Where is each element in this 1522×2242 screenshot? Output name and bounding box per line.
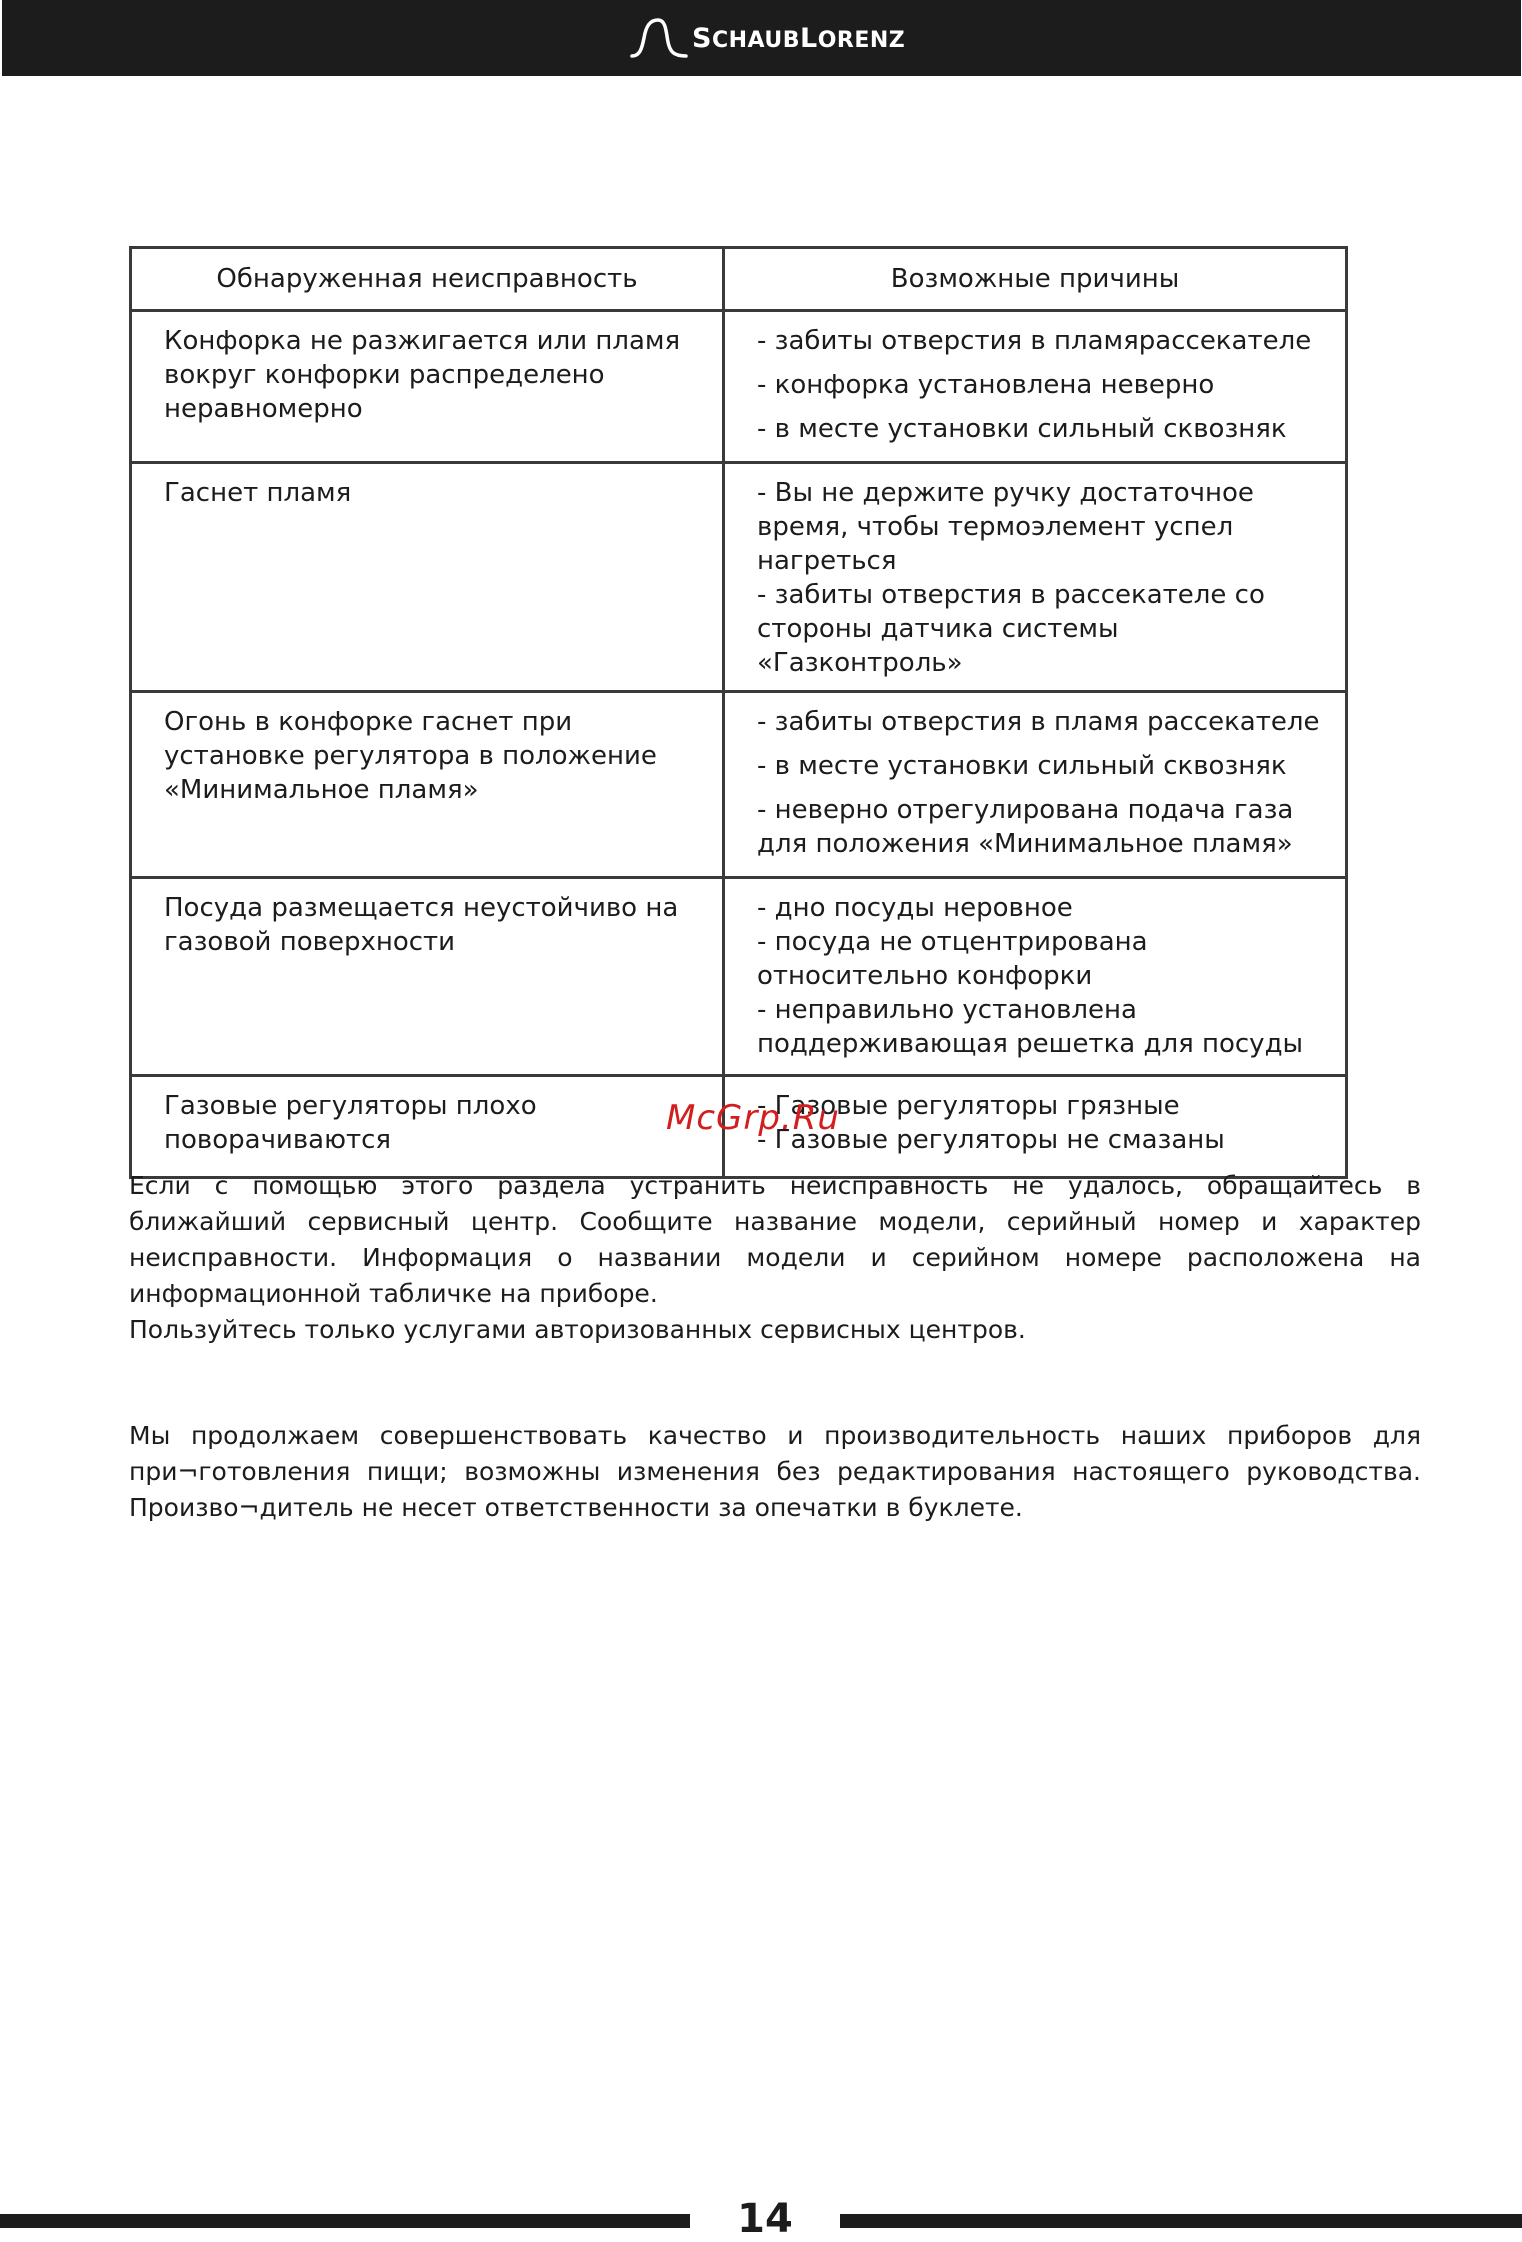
brand-name: SCHAUBLORENZ [692, 22, 906, 54]
table-row [131, 692, 1347, 878]
cause-item: - неправильно установлена поддерживающая решетка для посуды [757, 995, 1304, 1059]
cause-item: - посуда не отцентрирована относительно конфорки [757, 927, 1148, 991]
cause-item: - неверно отрегулирована подача газа для положения «Минимальное пламя» [757, 795, 1294, 859]
disclaimer-text [129, 1418, 1421, 1526]
cause-item: - Вы не держите ручку достаточное время, чтобы термоэлемент успел нагреться [757, 478, 1254, 576]
disclaimer-paragraph: Мы продолжаем совершенствовать качество и производительность наших приборов для при¬готовления пищи; возможны изменения без редактирования настоящего руководства. Произво¬дитель не несет ответственности за опечатки в буклете. [129, 1421, 1421, 1522]
table-row [131, 878, 1347, 1076]
table-row [131, 463, 1347, 692]
table-row [131, 311, 1347, 463]
table-header-row [131, 248, 1347, 311]
problem-cell: Огонь в конфорке гаснет при установке регулятора в положение «Минимальное пламя» [131, 692, 724, 878]
causes-cell [724, 463, 1347, 692]
problem-cell: Конфорка не разжигается или пламя вокруг конфорки распределено неравномерно [131, 311, 724, 463]
cause-item: - дно посуды неровное [757, 893, 1073, 923]
troubleshooting-table [129, 246, 1348, 1179]
problem-cell: Газовые регуляторы плохо поворачиваются [131, 1076, 724, 1178]
brand-swoosh-icon [630, 18, 688, 58]
causes-cell [724, 311, 1347, 463]
brand-logo [630, 18, 905, 58]
cause-item: - в месте установки сильный сквозняк [757, 751, 1287, 781]
authorized-service-paragraph: Пользуйтесь только услугами авторизованных сервисных центров. [129, 1315, 1026, 1344]
watermark-link[interactable]: McGrp.Ru [666, 1098, 840, 1138]
cause-item: - Газовые регуляторы не смазаны [757, 1125, 1225, 1155]
service-info-text [129, 1168, 1421, 1348]
column-header-causes: Возможные причины [724, 248, 1347, 311]
footer-bar-right [840, 2214, 1522, 2228]
problem-cell: Посуда размещается неустойчиво на газовой поверхности [131, 878, 724, 1076]
problem-cell: Гаснет пламя [131, 463, 724, 692]
cause-item: - забиты отверстия в пламярассекателе [757, 326, 1312, 356]
cause-item: - забиты отверстия в рассекателе со стороны датчика системы «Газконтроль» [757, 580, 1265, 678]
header-bar [2, 0, 1521, 76]
cause-item: - в месте установки сильный сквозняк [757, 414, 1287, 444]
cause-item: - конфорка установлена неверно [757, 370, 1215, 400]
cause-item: - Газовые регуляторы грязные [757, 1091, 1180, 1121]
causes-cell [724, 692, 1347, 878]
service-paragraph: Если с помощью этого раздела устранить неисправность не удалось, обращайтесь в ближайший сервисный центр. Сообщите название модели, серийный номер и характер неисправности. Информация о названии модели и серийном номере расположена на информационной табличке на приборе. [129, 1171, 1421, 1308]
column-header-problem: Обнаруженная неисправность [131, 248, 724, 311]
page-number: 14 [737, 2196, 793, 2242]
footer-bar-left [0, 2214, 690, 2228]
cause-item: - забиты отверстия в пламя рассекателе [757, 707, 1320, 737]
causes-cell [724, 878, 1347, 1076]
